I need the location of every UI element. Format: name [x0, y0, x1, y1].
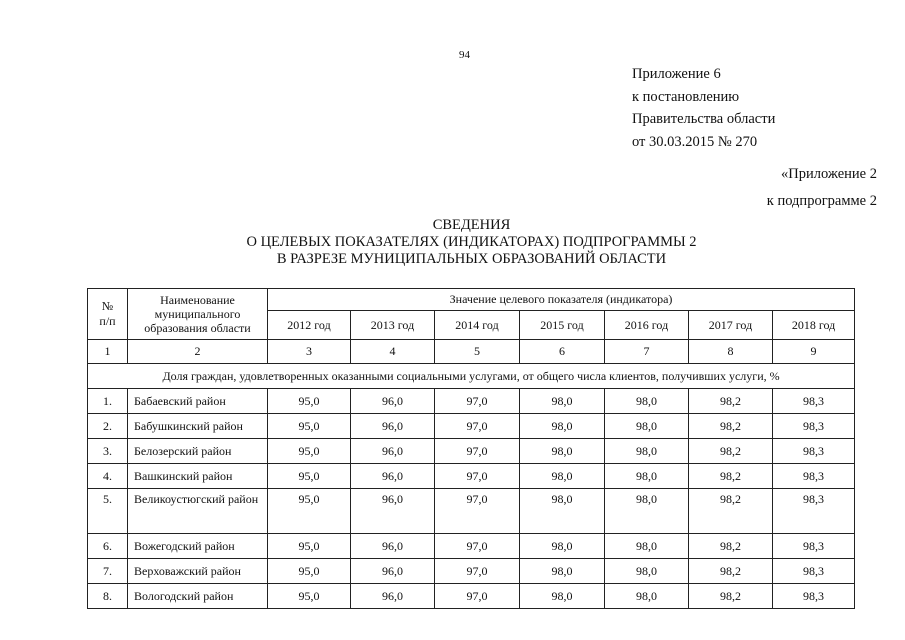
table-row: [88, 414, 855, 439]
indicator-value: 96,0: [351, 559, 435, 584]
indicator-value: 98,3: [773, 414, 855, 439]
indicator-value: 98,2: [689, 534, 773, 559]
indicator-value: 96,0: [351, 414, 435, 439]
indicator-value: 98,2: [689, 489, 773, 534]
indicator-value: 98,0: [605, 534, 689, 559]
appendix-line2: к постановлению: [632, 88, 740, 105]
indicator-value: 98,0: [520, 389, 605, 414]
indicator-value: 98,2: [689, 464, 773, 489]
header-year: 2017 год: [689, 311, 773, 340]
indicator-value: 97,0: [435, 464, 520, 489]
indicator-value: 98,2: [689, 584, 773, 609]
indicator-value: 98,0: [520, 414, 605, 439]
column-number: 3: [268, 340, 351, 364]
indicator-value: 95,0: [268, 389, 351, 414]
municipality-name: Вашкинский район: [128, 464, 268, 489]
municipality-name: Верховажский район: [128, 559, 268, 584]
indicator-value: 98,0: [605, 464, 689, 489]
header-year: 2016 год: [605, 311, 689, 340]
appendix-line1: Приложение 6: [632, 66, 721, 82]
row-number: 7.: [88, 559, 128, 584]
indicator-value: 98,0: [605, 584, 689, 609]
indicator-value: 98,0: [605, 559, 689, 584]
table-row: [88, 464, 855, 489]
indicator-value: 96,0: [351, 439, 435, 464]
municipality-name: Вологодский район: [128, 584, 268, 609]
header-number-line2: п/п: [99, 314, 116, 328]
document-title: [0, 217, 905, 268]
indicator-value: 98,0: [605, 439, 689, 464]
indicator-value: 97,0: [435, 559, 520, 584]
header-year: 2012 год: [268, 311, 351, 340]
indicator-value: 98,3: [773, 559, 855, 584]
indicator-value: 97,0: [435, 584, 520, 609]
indicator-value: 97,0: [435, 389, 520, 414]
indicator-value: 98,0: [605, 389, 689, 414]
indicator-value: 98,2: [689, 439, 773, 464]
indicator-value: 98,0: [520, 559, 605, 584]
indicator-value: 98,2: [689, 414, 773, 439]
row-number: 3.: [88, 439, 128, 464]
row-number: 4.: [88, 464, 128, 489]
row-number: 5.: [88, 489, 128, 534]
indicator-value: 97,0: [435, 414, 520, 439]
row-number: 1.: [88, 389, 128, 414]
title-line2: О ЦЕЛЕВЫХ ПОКАЗАТЕЛЯХ (ИНДИКАТОРАХ) ПОДПРОГРАММЫ 2: [246, 234, 697, 250]
indicator-value: 95,0: [268, 439, 351, 464]
appendix-line4: от 30.03.2015 № 270: [632, 133, 758, 150]
column-number: 2: [128, 340, 268, 364]
row-number: 6.: [88, 534, 128, 559]
header-number-line1: №: [101, 299, 114, 313]
indicator-value: 95,0: [268, 414, 351, 439]
title-line1: СВЕДЕНИЯ: [432, 217, 511, 233]
municipality-name: Великоустюгский район: [128, 489, 268, 534]
indicator-value: 98,0: [605, 489, 689, 534]
indicator-value: 98,2: [689, 389, 773, 414]
indicator-value: 98,0: [520, 584, 605, 609]
row-number: 2.: [88, 414, 128, 439]
table-row: [88, 534, 855, 559]
quote-appendix: «Приложение 2: [781, 166, 877, 182]
header-year: 2018 год: [773, 311, 855, 340]
indicator-value: 96,0: [351, 464, 435, 489]
municipality-name: Белозерский район: [128, 439, 268, 464]
table-row: [88, 439, 855, 464]
header-name: Наименование муниципального образования области: [128, 289, 268, 340]
subprogram-reference: к подпрограмме 2: [766, 193, 877, 209]
header-year: 2015 год: [520, 311, 605, 340]
section-title: Доля граждан, удовлетворенных оказанными социальными услугами, от общего числа клиентов, получивших услуги, %: [88, 364, 855, 389]
indicator-value: 98,0: [605, 414, 689, 439]
indicator-value: 95,0: [268, 464, 351, 489]
indicator-value: 98,2: [689, 559, 773, 584]
page-number: 94: [459, 49, 470, 61]
indicator-value: 97,0: [435, 439, 520, 464]
indicator-value: 95,0: [268, 489, 351, 534]
indicator-value: 96,0: [351, 389, 435, 414]
column-number: 8: [689, 340, 773, 364]
indicator-value: 95,0: [268, 534, 351, 559]
indicator-value: 98,0: [520, 464, 605, 489]
column-number: 1: [88, 340, 128, 364]
indicators-table: [87, 288, 855, 609]
municipality-name: Вожегодский район: [128, 534, 268, 559]
appendix-block: [632, 63, 775, 153]
indicator-value: 95,0: [268, 559, 351, 584]
header-year: 2014 год: [435, 311, 520, 340]
row-number: 8.: [88, 584, 128, 609]
indicator-value: 98,3: [773, 534, 855, 559]
indicator-value: 95,0: [268, 584, 351, 609]
column-number: 6: [520, 340, 605, 364]
municipality-name: Бабаевский район: [128, 389, 268, 414]
indicator-value: 98,3: [773, 584, 855, 609]
column-number: 4: [351, 340, 435, 364]
indicator-value: 98,0: [520, 439, 605, 464]
indicator-value: 96,0: [351, 534, 435, 559]
header-year: 2013 год: [351, 311, 435, 340]
indicator-value: 98,0: [520, 489, 605, 534]
indicator-value: 98,3: [773, 464, 855, 489]
title-line3: В РАЗРЕЗЕ МУНИЦИПАЛЬНЫХ ОБРАЗОВАНИЙ ОБЛАСТИ: [276, 251, 667, 267]
table-row: [88, 559, 855, 584]
header-number: [88, 289, 128, 340]
appendix-line3: Правительства области: [632, 111, 776, 127]
column-number: 7: [605, 340, 689, 364]
indicator-value: 97,0: [435, 534, 520, 559]
column-number: 9: [773, 340, 855, 364]
indicator-value: 98,3: [773, 389, 855, 414]
column-number: 5: [435, 340, 520, 364]
indicator-value: 98,3: [773, 489, 855, 534]
municipality-name: Бабушкинский район: [128, 414, 268, 439]
table-row: [88, 584, 855, 609]
table-row: [88, 489, 855, 534]
indicator-value: 97,0: [435, 489, 520, 534]
indicator-value: 98,0: [520, 534, 605, 559]
indicator-value: 96,0: [351, 489, 435, 534]
indicator-value: 98,3: [773, 439, 855, 464]
header-value-group: Значение целевого показателя (индикатора): [268, 289, 855, 311]
indicator-value: 96,0: [351, 584, 435, 609]
table-row: [88, 389, 855, 414]
